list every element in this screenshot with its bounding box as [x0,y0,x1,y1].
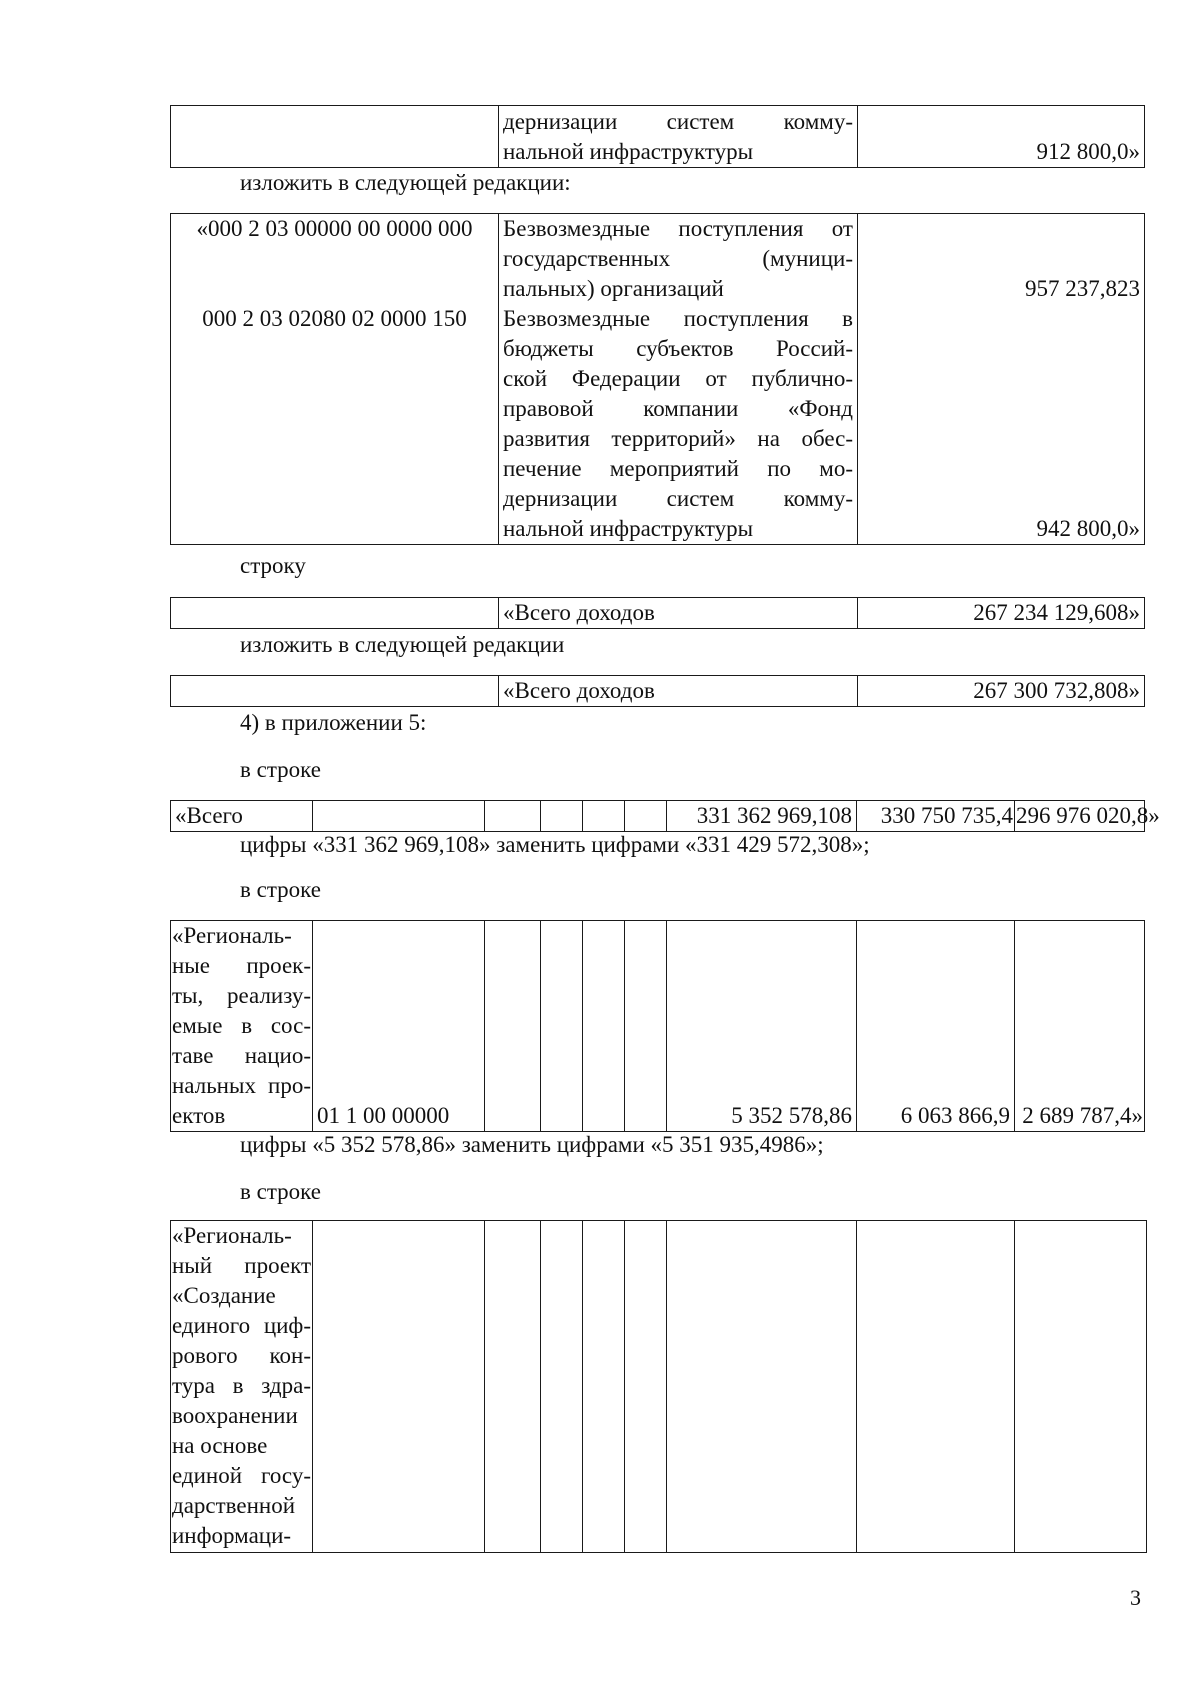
text-line: ты, реализу- [172,983,311,1008]
empty-cell [583,801,625,832]
code-cell [313,1221,485,1553]
amount-cell: 267 234 129,608» [858,598,1145,629]
instruction-text: в строке [240,877,321,902]
text-line: тура в здра- [172,1373,311,1398]
text-line: нальных про- [172,1073,311,1098]
text-line: таве нацио- [172,1043,311,1068]
text-line: на основе [172,1433,268,1458]
text-line: Безвозмездные поступления в [503,306,853,331]
empty-cell [625,1221,667,1553]
amount-cell: 2 689 787,4» [1015,921,1145,1132]
empty-cell [485,921,541,1132]
amount-value: 957 237,823 [1025,276,1140,301]
text-line: «Региональ- [172,1223,292,1248]
text-line: бюджеты субъектов Россий- [503,336,853,361]
description-cell [499,214,858,545]
text-line: емые в сос- [172,1013,311,1038]
text-line: нальной инфраструктуры [503,139,754,164]
empty-cell [541,1221,583,1553]
text-line: ской Федерации от публично- [503,366,853,391]
instruction-text: в строке [240,757,321,782]
budget-code: «000 2 03 00000 00 0000 000 [196,216,473,241]
amount-cell: 6 063 866,9 [857,921,1015,1132]
empty-cell [583,1221,625,1553]
amount-value: 942 800,0» [1036,516,1140,541]
instruction-text: изложить в следующей редакции [240,632,565,657]
total-revenue-new [170,675,1145,707]
text-line: дернизации систем комму- [503,109,853,134]
empty-cell [541,921,583,1132]
amount-cell: 296 976 020,8» [1015,801,1145,832]
amount-cell [1015,1221,1147,1553]
code-cell [171,106,499,168]
total-revenue-old [170,597,1145,629]
text-line: пальных) организаций [503,276,724,301]
text-line: «Создание [172,1283,276,1308]
code-cell [171,676,499,707]
text-line: нальной инфраструктуры [503,516,754,541]
page-number: 3 [1130,1585,1141,1610]
text-line: дернизации систем комму- [503,486,853,511]
label-cell: «Всего доходов [499,676,858,707]
empty-cell [625,921,667,1132]
empty-cell [485,801,541,832]
amount-cell: 331 362 969,108 [667,801,857,832]
instruction-text: цифры «5 352 578,86» заменить цифрами «5 351 935,4986»; [240,1132,824,1157]
instruction-text: 4) в приложении 5: [240,710,427,735]
description-cell [499,106,858,168]
amount-cell: 5 352 578,86 [667,921,857,1132]
budget-code: 000 2 03 02080 02 0000 150 [202,306,467,331]
empty-cell [583,921,625,1132]
text-line: рового кон- [172,1343,311,1368]
amount-cell: 330 750 735,4 [857,801,1015,832]
text-line: правовой компании «Фонд [503,396,853,421]
label-cell [171,921,313,1132]
text-line: единой госу- [172,1463,311,1488]
amount-cell [667,1221,857,1553]
text-line: ные проек- [172,953,311,978]
text-line: дарственной [172,1493,296,1518]
instruction-text: цифры «331 362 969,108» заменить цифрами «331 429 572,308»; [240,832,870,857]
text-line: «Региональ- [172,923,292,948]
code-cell [171,214,499,545]
empty-cell [485,1221,541,1553]
text-line: развития территорий» на обес- [503,426,853,451]
instruction-text: в строке [240,1179,321,1204]
label-cell: «Всего доходов [499,598,858,629]
text-line: информаци- [172,1523,292,1548]
code-cell [313,801,485,832]
empty-cell [541,801,583,832]
amount-cell: 912 800,0» [858,106,1145,168]
appendix5-digital-health-row [170,1220,1147,1553]
text-line: ектов [172,1103,226,1128]
text-line: ный проект [172,1253,311,1278]
amount-cell [858,214,1145,545]
text-line: единого циф- [172,1313,311,1338]
label-cell: «Всего [171,801,313,832]
appendix5-total-row [170,800,1160,832]
text-line: воохранении [172,1403,298,1428]
text-line: Безвозмездные поступления от [503,216,853,241]
instruction-text: строку [240,553,306,578]
code-cell: 01 1 00 00000 [313,921,485,1132]
revenue-table-new-fragment [170,213,1145,545]
appendix5-regional-projects-row [170,920,1145,1132]
empty-cell [625,801,667,832]
label-cell [171,1221,313,1553]
code-cell [171,598,499,629]
instruction-text: изложить в следующей редакции: [240,170,571,195]
text-line: печение мероприятий по мо- [503,456,853,481]
amount-cell [857,1221,1015,1553]
revenue-table-old-fragment [170,105,1145,168]
text-line: государственных (муници- [503,246,853,271]
amount-cell: 267 300 732,808» [858,676,1145,707]
